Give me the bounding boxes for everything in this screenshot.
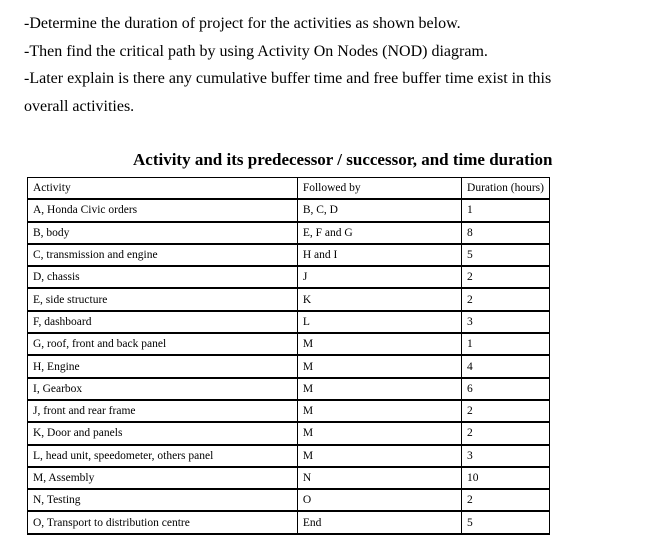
- followed-by-cell: L: [297, 311, 461, 333]
- table-row: [28, 199, 550, 221]
- instruction-line: -Determine the duration of project for the activities as shown below.: [24, 15, 461, 32]
- followed-by-cell: E, F and G: [297, 222, 461, 244]
- duration-cell: 5: [462, 244, 550, 266]
- activity-cell: K, Door and panels: [28, 422, 298, 444]
- activity-cell: C, transmission and engine: [28, 244, 298, 266]
- followed-by-cell: M: [297, 422, 461, 444]
- table-row: [28, 467, 550, 489]
- followed-by-cell: J: [297, 266, 461, 288]
- table-header-row: [28, 178, 550, 200]
- followed-by-cell: O: [297, 489, 461, 511]
- followed-by-cell: M: [297, 378, 461, 400]
- table-row: [28, 266, 550, 288]
- table-row: [28, 333, 550, 355]
- table-row: [28, 355, 550, 377]
- table-caption: Activity and its predecessor / successor, and time duration: [133, 150, 553, 169]
- activity-cell: N, Testing: [28, 489, 298, 511]
- followed-by-cell: End: [297, 511, 461, 533]
- table-row: [28, 378, 550, 400]
- table-row: [28, 244, 550, 266]
- table-row: [28, 445, 550, 467]
- table-row: [28, 422, 550, 444]
- duration-cell: 2: [462, 489, 550, 511]
- activity-cell: M, Assembly: [28, 467, 298, 489]
- activity-cell: E, side structure: [28, 288, 298, 310]
- activity-cell: F, dashboard: [28, 311, 298, 333]
- table-row: [28, 511, 550, 533]
- activity-cell: G, roof, front and back panel: [28, 333, 298, 355]
- followed-by-cell: B, C, D: [297, 199, 461, 221]
- column-header-activity: Activity: [28, 178, 298, 200]
- duration-cell: 5: [462, 511, 550, 533]
- duration-cell: 1: [462, 199, 550, 221]
- followed-by-cell: M: [297, 400, 461, 422]
- followed-by-cell: M: [297, 333, 461, 355]
- table-row: [28, 489, 550, 511]
- duration-cell: 2: [462, 422, 550, 444]
- table-row: [28, 288, 550, 310]
- column-header-followed-by: Followed by: [297, 178, 461, 200]
- instruction-line: overall activities.: [24, 97, 135, 115]
- duration-cell: 2: [462, 400, 550, 422]
- instruction-line: -Later explain is there any cumulative buffer time and free buffer time exist in this: [24, 70, 552, 87]
- duration-cell: 3: [462, 311, 550, 333]
- duration-cell: 2: [462, 288, 550, 310]
- instruction-line: -Then find the critical path by using Activity On Nodes (NOD) diagram.: [24, 42, 488, 60]
- activity-cell: B, body: [28, 222, 298, 244]
- activity-cell: I, Gearbox: [28, 378, 298, 400]
- duration-cell: 10: [462, 467, 550, 489]
- table-row: [28, 222, 550, 244]
- column-header-duration: Duration (hours): [462, 178, 550, 200]
- duration-cell: 4: [462, 355, 550, 377]
- activity-cell: A, Honda Civic orders: [28, 199, 298, 221]
- followed-by-cell: M: [297, 445, 461, 467]
- duration-cell: 2: [462, 266, 550, 288]
- duration-cell: 3: [462, 445, 550, 467]
- followed-by-cell: N: [297, 467, 461, 489]
- activity-cell: H, Engine: [28, 355, 298, 377]
- followed-by-cell: H and I: [297, 244, 461, 266]
- followed-by-cell: K: [297, 288, 461, 310]
- activity-table: [27, 177, 550, 535]
- activity-cell: L, head unit, speedometer, others panel: [28, 445, 298, 467]
- table-row: [28, 311, 550, 333]
- activity-cell: D, chassis: [28, 266, 298, 288]
- instructions: [24, 10, 644, 120]
- activity-cell: J, front and rear frame: [28, 400, 298, 422]
- activity-cell: O, Transport to distribution centre: [28, 511, 298, 533]
- table-row: [28, 400, 550, 422]
- duration-cell: 8: [462, 222, 550, 244]
- duration-cell: 6: [462, 378, 550, 400]
- followed-by-cell: M: [297, 355, 461, 377]
- duration-cell: 1: [462, 333, 550, 355]
